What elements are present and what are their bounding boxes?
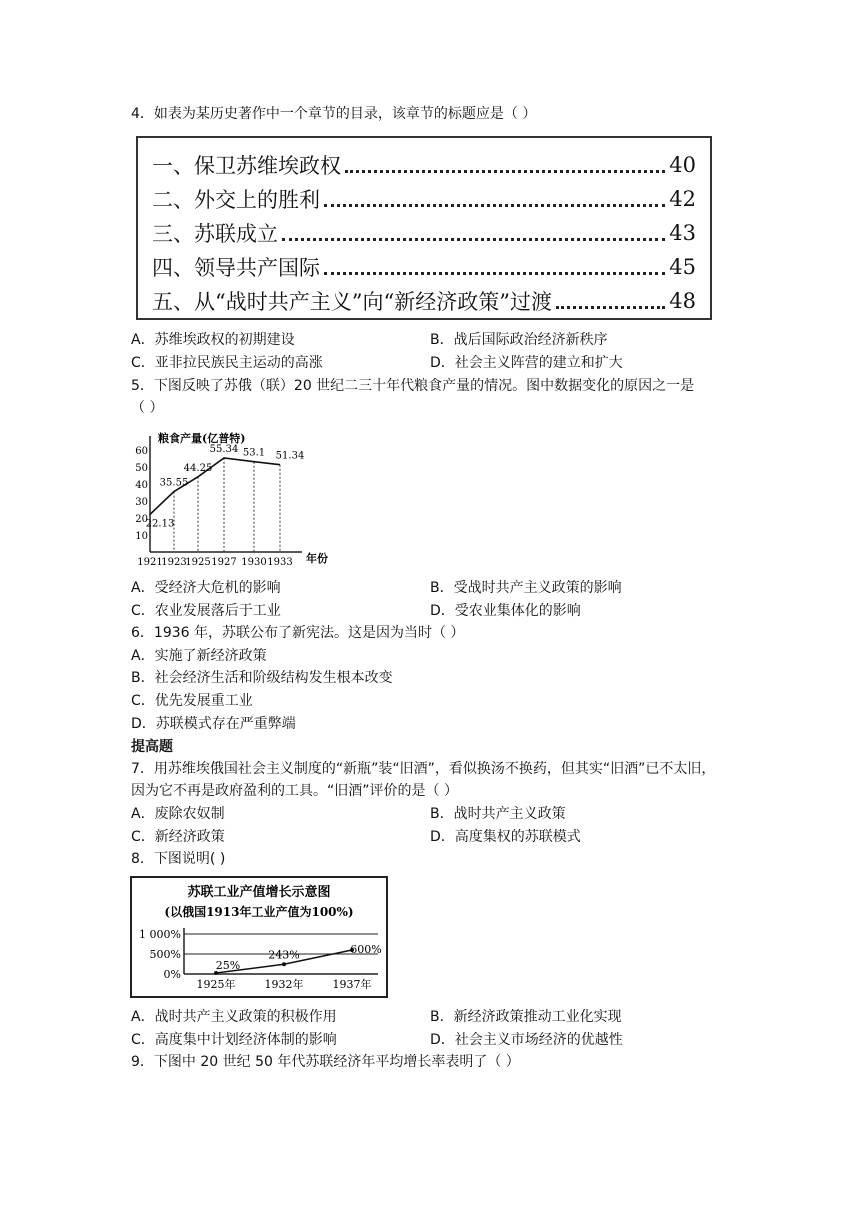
data-label: 243% — [268, 948, 300, 962]
data-label: 35.55 — [159, 477, 189, 489]
q6-option-c: C．优先发展重工业 — [131, 693, 253, 709]
q5-option-c: C．农业发展落后于工业 — [131, 603, 281, 619]
q5-stem-cont: （ ） — [131, 400, 164, 416]
q5-option-d: D．受农业集体化的影响 — [430, 603, 581, 619]
toc-page: 48 — [669, 289, 696, 313]
q4-stem: 4．如表为某历史著作中一个章节的目录，该章节的标题应是（ ） — [131, 106, 537, 122]
q9-stem: 9．下图中 20 世纪 50 年代苏联经济年平均增长率表明了（ ） — [131, 1054, 520, 1070]
q7-stem: 7．用苏维埃俄国社会主义制度的“新瓶”装“旧酒”，看似换汤不换药，但其实“旧酒”已不太旧， — [131, 761, 716, 777]
x-tick-label: 1937年 — [332, 978, 372, 991]
data-label: 600% — [350, 943, 382, 956]
data-label: 44.25 — [183, 462, 213, 474]
q5-stem: 5．下图反映了苏俄（联）20 世纪二三十年代粮食产量的情况。图中数据变化的原因之一是 — [131, 378, 695, 394]
toc-leader — [324, 192, 665, 207]
data-label: 22.13 — [145, 518, 175, 530]
q7-option-a: A．废除农奴制 — [131, 806, 225, 822]
y-tick-label: 20 — [135, 514, 148, 525]
x-tick-label: 1925 — [185, 557, 211, 568]
q6-stem: 6．1936 年，苏联公布了新宪法。这是因为当时（ ） — [131, 625, 465, 641]
q4-option-d: D．社会主义阵营的建立和扩大 — [430, 355, 623, 371]
toc-title: 一、保卫苏维埃政权 — [152, 154, 341, 178]
x-tick-label: 1933 — [267, 557, 293, 568]
x-tick-label: 1923 — [161, 557, 187, 568]
industrial-output-chart — [130, 876, 388, 998]
toc-leader — [345, 158, 665, 173]
toc-page: 40 — [669, 153, 696, 177]
q6-option-a: A．实施了新经济政策 — [131, 648, 267, 664]
y-tick-label: 30 — [135, 497, 148, 508]
toc-title: 三、苏联成立 — [152, 222, 278, 246]
q7-option-d: D．高度集权的苏联模式 — [430, 829, 581, 845]
y-tick-label: 1 000% — [139, 928, 181, 941]
chart-ylabel: 粮食产量(亿普特) — [158, 432, 246, 445]
q6-option-b: B．社会经济生活和阶级结构发生根本改变 — [131, 670, 393, 686]
toc-row — [152, 216, 696, 250]
q4-option-b: B．战后国际政治经济新秩序 — [430, 332, 608, 348]
y-tick-label: 40 — [135, 480, 148, 491]
data-point — [282, 962, 286, 966]
chart-subtitle: (以俄国1913年工业产值为100%) — [164, 905, 354, 919]
toc-title: 四、领导共产国际 — [152, 256, 320, 280]
toc-leader — [324, 260, 665, 275]
q4-option-a: A．苏维埃政权的初期建设 — [131, 332, 295, 348]
y-tick-label: 0% — [163, 968, 181, 981]
x-tick-label: 1921 — [137, 557, 163, 568]
q8-option-d: D．社会主义市场经济的优越性 — [430, 1032, 623, 1048]
q7-stem-cont: 因为它不再是政府盈利的工具。“旧酒”评价的是（ ） — [131, 783, 458, 799]
q8-option-b: B．新经济政策推动工业化实现 — [430, 1009, 622, 1025]
q7-option-c: C．新经济政策 — [131, 829, 225, 845]
toc-leader — [282, 226, 665, 241]
data-label: 25% — [215, 959, 241, 972]
y-tick-label: 10 — [135, 531, 148, 542]
q4-option-c: C．亚非拉民族民主运动的高涨 — [131, 355, 323, 371]
toc-row — [152, 284, 696, 318]
q8-option-a: A．战时共产主义政策的积极作用 — [131, 1009, 337, 1025]
x-tick-label: 1930 — [241, 557, 267, 568]
q5-option-b: B．受战时共产主义政策的影响 — [430, 580, 622, 596]
toc-leader — [556, 294, 665, 309]
toc-box — [136, 136, 712, 320]
section-title: 提高题 — [131, 739, 173, 755]
x-tick-label: 1927 — [211, 557, 237, 568]
y-tick-label: 50 — [135, 463, 148, 474]
toc-row — [152, 148, 696, 182]
q8-stem: 8．下图说明( ) — [131, 851, 226, 867]
chart-xlabel: 年份 — [306, 552, 328, 565]
y-tick-label: 500% — [149, 948, 181, 961]
q6-option-d: D．苏联模式存在严重弊端 — [131, 716, 296, 732]
toc-title: 二、外交上的胜利 — [152, 188, 320, 212]
q5-option-a: A．受经济大危机的影响 — [131, 580, 281, 596]
toc-title: 五、从“战时共产主义”向“新经济政策”过渡 — [152, 290, 552, 314]
toc-page: 43 — [669, 221, 696, 245]
grain-output-chart — [130, 428, 360, 570]
toc-row — [152, 250, 696, 284]
chart-title: 苏联工业产值增长示意图 — [187, 885, 331, 900]
toc-page: 45 — [669, 255, 696, 279]
toc-page: 42 — [669, 187, 696, 211]
data-label: 53.1 — [242, 447, 266, 459]
q7-option-b: B．战时共产主义政策 — [430, 806, 566, 822]
x-tick-label: 1932年 — [264, 978, 304, 991]
data-label: 51.34 — [275, 450, 305, 462]
y-tick-label: 60 — [135, 446, 148, 457]
q8-option-c: C．高度集中计划经济体制的影响 — [131, 1032, 337, 1048]
data-label: 55.34 — [209, 443, 239, 455]
toc-row — [152, 182, 696, 216]
x-tick-label: 1925年 — [196, 978, 236, 991]
